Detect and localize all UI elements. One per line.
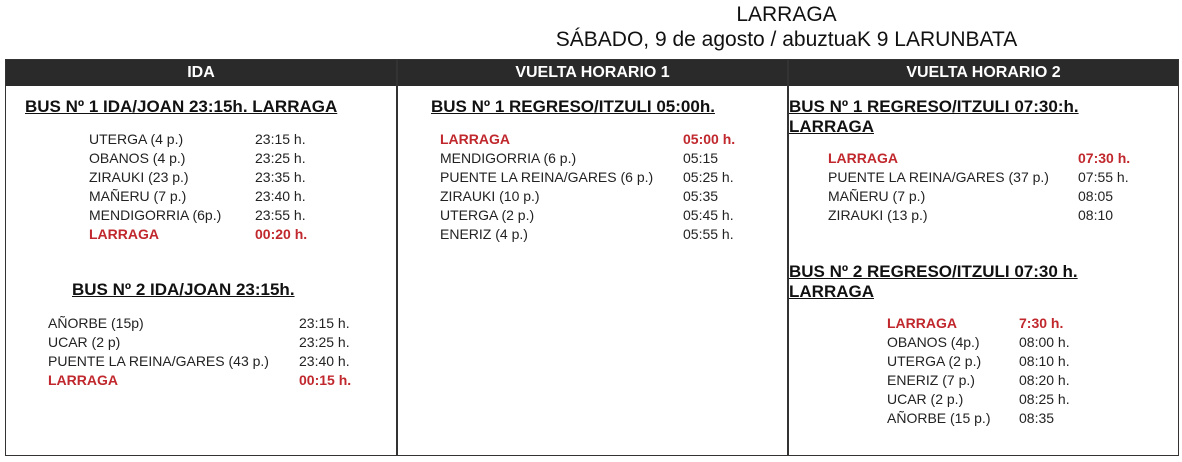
- list-item: [89, 130, 359, 149]
- stop-time: 23:25 h.: [299, 334, 350, 350]
- bus-title: [789, 262, 1078, 302]
- stop-time: 23:40 h.: [299, 353, 350, 369]
- bus-title: BUS Nº 2 IDA/JOAN 23:15h.: [72, 280, 295, 299]
- list-item: [828, 149, 1168, 168]
- bus-title-line: LARRAGA: [789, 282, 874, 301]
- stop-place: UTERGA (4 p.): [89, 131, 184, 147]
- stop-place: PUENTE LA REINA/GARES (43 p.): [48, 353, 269, 369]
- stop-time: 05:45 h.: [683, 207, 734, 223]
- stop-place: MAÑERU (7 p.): [89, 188, 187, 204]
- list-item: [440, 206, 760, 225]
- stop-time: 7:30 h.: [1019, 315, 1064, 331]
- column-header-ida: IDA: [6, 60, 396, 86]
- town-title: LARRAGA: [736, 3, 837, 26]
- bus-title-line: BUS Nº 1 REGRESO/ITZULI 07:30:h.: [789, 97, 1079, 116]
- column-header-vuelta-1: VUELTA HORARIO 1: [398, 60, 787, 86]
- list-item: [89, 149, 359, 168]
- column-header-vuelta-2: VUELTA HORARIO 2: [789, 60, 1178, 86]
- list-item: [440, 130, 760, 149]
- stop-time: 00:15 h.: [299, 372, 352, 388]
- list-item: [48, 333, 368, 352]
- list-item: [440, 149, 760, 168]
- stop-time: 08:35: [1019, 410, 1055, 426]
- list-item: [89, 206, 359, 225]
- stop-place: LARRAGA: [89, 226, 159, 242]
- list-item: [887, 409, 1137, 428]
- stop-time: 05:35: [683, 188, 719, 204]
- stop-time: 07:30 h.: [1078, 150, 1131, 166]
- list-item: [440, 168, 760, 187]
- list-item: [89, 225, 359, 244]
- stop-place: AÑORBE (15p): [48, 315, 144, 331]
- stop-place: LARRAGA: [828, 150, 898, 166]
- list-item: [828, 187, 1168, 206]
- stop-time: 08:25 h.: [1019, 391, 1070, 407]
- list-item: [887, 390, 1137, 409]
- stop-time: 08:05: [1078, 188, 1114, 204]
- stop-time: 08:10: [1078, 207, 1114, 223]
- list-item: [887, 352, 1137, 371]
- column-vuelta-2: [789, 86, 1178, 455]
- bus-title: [789, 97, 1079, 137]
- stop-place: ZIRAUKI (23 p.): [89, 169, 189, 185]
- stop-place: MAÑERU (7 p.): [828, 188, 926, 204]
- list-item: [828, 168, 1168, 187]
- date-subtitle: SÁBADO, 9 de agosto / abuztuaK 9 LARUNBATA: [555, 28, 1018, 51]
- list-item: [887, 333, 1137, 352]
- bus-title: BUS Nº 1 REGRESO/ITZULI 05:00h.: [431, 97, 715, 116]
- stop-time: 23:25 h.: [255, 150, 306, 166]
- stop-place: ENERIZ (4 p.): [440, 226, 528, 242]
- stop-place: ENERIZ (7 p.): [887, 372, 975, 388]
- stop-time: 05:55 h.: [683, 226, 734, 242]
- stop-time: 23:40 h.: [255, 188, 306, 204]
- stop-place: AÑORBE (15 p.): [887, 410, 991, 426]
- stop-place: UCAR (2 p): [48, 334, 121, 350]
- bus-title: BUS Nº 1 IDA/JOAN 23:15h. LARRAGA: [25, 97, 338, 116]
- stop-place: MENDIGORRIA (6 p.): [440, 150, 577, 166]
- list-item: [887, 314, 1137, 333]
- stop-time: 00:20 h.: [255, 226, 308, 242]
- list-item: [89, 187, 359, 206]
- stop-place: PUENTE LA REINA/GARES (6 p.): [440, 169, 654, 185]
- stop-place: PUENTE LA REINA/GARES (37 p.): [828, 169, 1049, 185]
- schedule-table: [5, 59, 1179, 456]
- stop-place: UCAR (2 p.): [887, 391, 964, 407]
- stop-time: 07:55 h.: [1078, 169, 1129, 185]
- stop-time: 05:15: [683, 150, 719, 166]
- stop-place: MENDIGORRIA (6p.): [89, 207, 222, 223]
- stop-time: 23:35 h.: [255, 169, 306, 185]
- stop-place: LARRAGA: [440, 131, 510, 147]
- stop-time: 08:00 h.: [1019, 334, 1070, 350]
- stop-place: UTERGA (2 p.): [887, 353, 982, 369]
- list-item: [440, 225, 760, 244]
- stop-time: 05:00 h.: [683, 131, 736, 147]
- stop-time: 05:25 h.: [683, 169, 734, 185]
- stop-place: OBANOS (4 p.): [89, 150, 186, 166]
- list-item: [48, 371, 368, 390]
- bus-title-line: BUS Nº 2 REGRESO/ITZULI 07:30 h.: [789, 262, 1078, 281]
- stop-place: ZIRAUKI (10 p.): [440, 188, 540, 204]
- list-item: [89, 168, 359, 187]
- bus-title-line: LARRAGA: [789, 117, 874, 136]
- stop-place: OBANOS (4p.): [887, 334, 980, 350]
- stop-time: 23:15 h.: [299, 315, 350, 331]
- stop-time: 08:10 h.: [1019, 353, 1070, 369]
- stop-place: ZIRAUKI (13 p.): [828, 207, 928, 223]
- list-item: [828, 206, 1168, 225]
- stop-place: LARRAGA: [887, 315, 957, 331]
- stop-time: 23:55 h.: [255, 207, 306, 223]
- column-ida: [6, 86, 396, 455]
- list-item: [887, 371, 1137, 390]
- list-item: [440, 187, 760, 206]
- stop-time: 23:15 h.: [255, 131, 306, 147]
- stop-time: 08:20 h.: [1019, 372, 1070, 388]
- stop-place: LARRAGA: [48, 372, 118, 388]
- column-vuelta-1: [398, 86, 787, 455]
- list-item: [48, 352, 368, 371]
- list-item: [48, 314, 368, 333]
- stop-place: UTERGA (2 p.): [440, 207, 535, 223]
